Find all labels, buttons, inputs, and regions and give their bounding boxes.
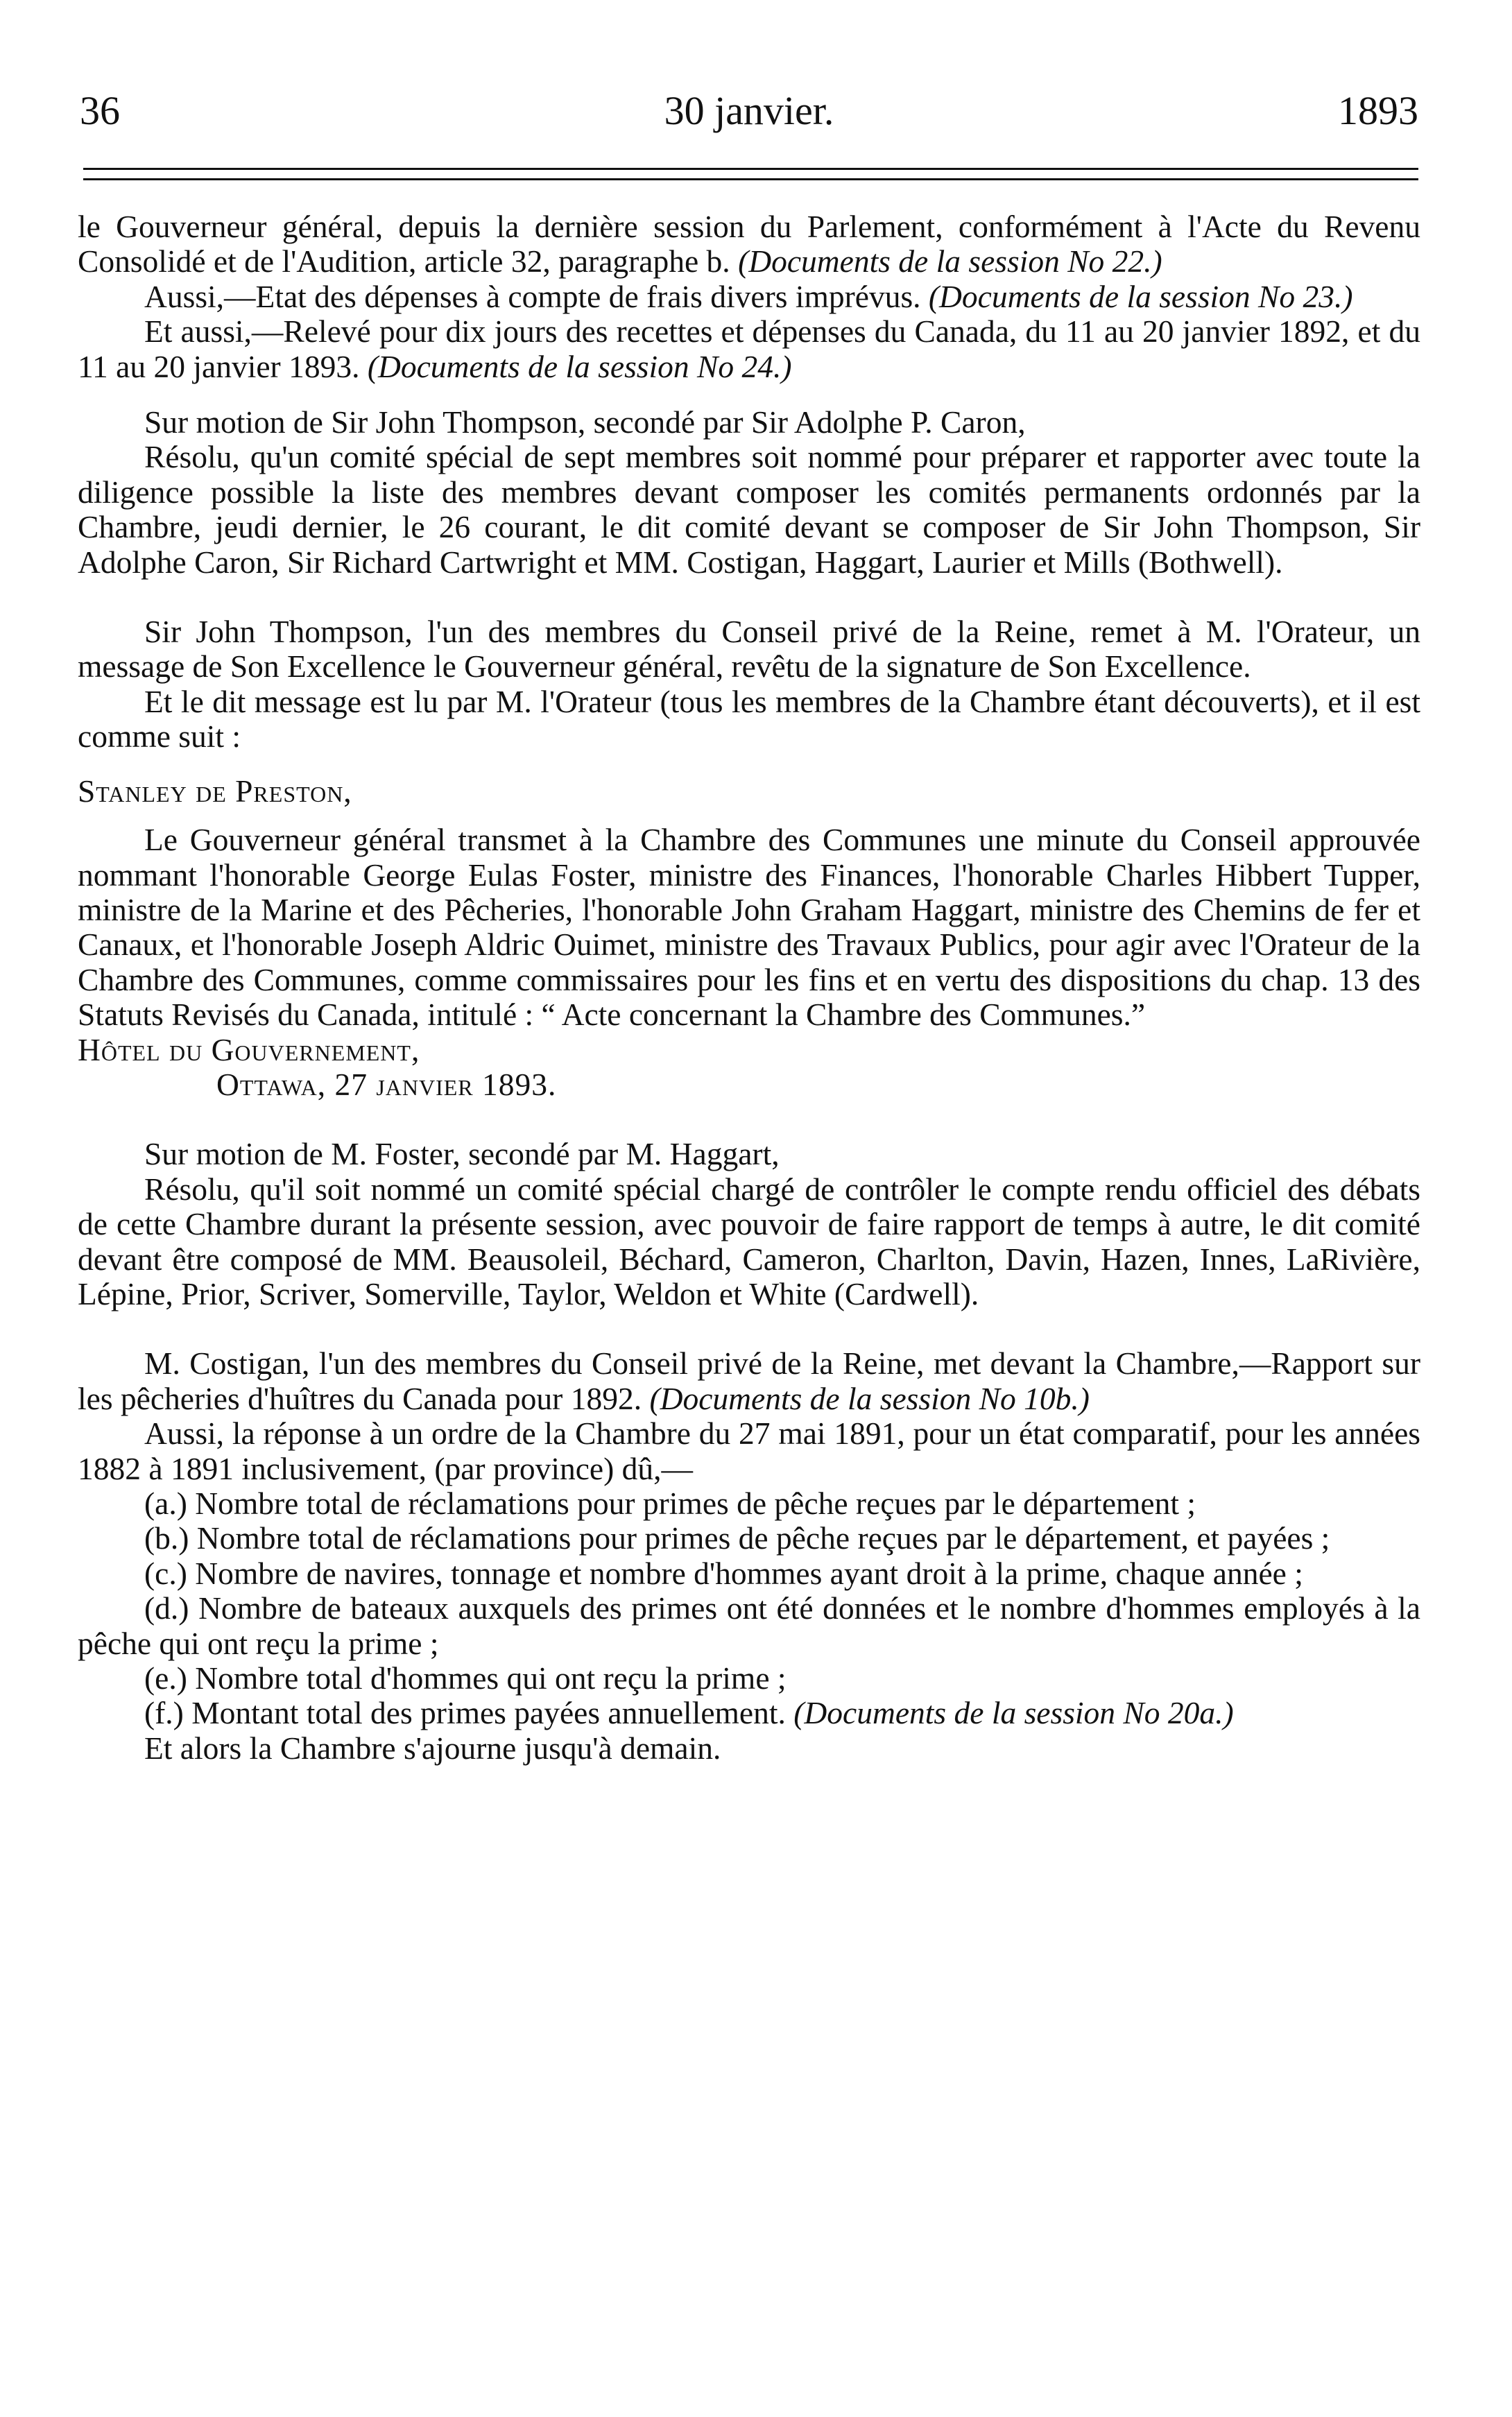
motion-line: Sur motion de Sir John Thompson, secondé par Sir Adolphe P. Caron, xyxy=(144,404,1026,440)
document-reference: (Documents de la session No 10b.) xyxy=(649,1380,1090,1416)
paragraph: Et le dit message est lu par M. l'Orateur (tous les membres de la Chambre étant découverts), et il est comme suit : xyxy=(78,683,1420,755)
resolution-paragraph: Résolu, qu'un comité spécial de sept membres soit nommé pour préparer et rapporter avec toute la diligence possible la liste des membres devant composer les comités permanents ordonnés par la Chambre, jeudi dernier, le 26 courant, le dit comité devant se composer de Sir John Thompson, Sir Adolphe Caron, Sir Richard Cartwright et MM. Costigan, Haggart, Laurier et Mills (Bothwell). xyxy=(78,439,1420,580)
closing-line: Et alors la Chambre s'ajourne jusqu'à demain. xyxy=(144,1730,721,1766)
document-reference: (Documents de la session No 22.) xyxy=(738,243,1162,279)
page-date: 30 janvier. xyxy=(664,88,834,133)
paragraph-text: Et aussi,—Relevé pour dix jours des recettes et dépenses du Canada, du 11 au 20 janvier 1892, et du 11 au 20 janvier 1893. xyxy=(78,313,1420,384)
document-reference: (Documents de la session No 20a.) xyxy=(793,1695,1234,1731)
message-paragraph: Le Gouverneur général transmet à la Chambre des Communes une minute du Conseil approuvée nommant l'honorable George Eulas Foster, ministre des Finances, l'honorable Charles Hibbert Tupper, ministre de la Marine et des Pêcheries, l'honorable John Graham Haggart, ministre des Chemins de fer et Canaux, et l'honorable Joseph Aldric Ouimet, ministre des Travaux Publics, pour agir avec l'Orateur de la Chambre des Communes, comme commissaires pour les fins et en vertu des dispositions du chap. 13 des Statuts Revisés du Canada, intitulé : “ Acte concernant la Chambre des Communes.” xyxy=(78,822,1420,1033)
paragraph-text: le Gouverneur général, depuis la dernière session du Parlement, conformément à l'Acte du Revenu Consolidé et de l'Audition, article 32, paragraphe b. xyxy=(78,209,1420,279)
paragraph xyxy=(78,314,1420,384)
paragraph xyxy=(78,1346,1420,1416)
paragraph xyxy=(78,209,1420,279)
signature-heading: Stanley de Preston, xyxy=(78,773,352,809)
document-reference: (Documents de la session No 23.) xyxy=(928,278,1353,314)
header-double-rule xyxy=(83,168,1418,180)
list-item xyxy=(78,1696,1420,1730)
list-item: (c.) Nombre de navires, tonnage et nombre d'hommes ayant droit à la prime, chaque année ; xyxy=(144,1555,1303,1591)
page-number: 36 xyxy=(80,88,120,133)
list-item: (a.) Nombre total de réclamations pour primes de pêche reçues par le département ; xyxy=(144,1486,1196,1521)
page-header xyxy=(80,83,1418,139)
place-date-line xyxy=(78,1067,1420,1102)
paragraph-text: (f.) Montant total des primes payées annuellement. xyxy=(144,1695,786,1731)
document-reference: (Documents de la session No 24.) xyxy=(367,348,792,384)
motion-line: Sur motion de M. Foster, secondé par M. Haggart, xyxy=(144,1136,780,1172)
paragraph-text: M. Costigan, l'un des membres du Conseil privé de la Reine, met devant la Chambre,—Rapport sur les pêcheries d'huîtres du Canada pour 1892. xyxy=(78,1345,1420,1416)
page-year: 1893 xyxy=(1338,88,1418,133)
place-date-text: Ottawa, 27 janvier 1893. xyxy=(216,1066,557,1102)
resolution-paragraph: Résolu, qu'il soit nommé un comité spécial chargé de contrôler le compte rendu officiel des débats de cette Chambre durant la présente session, avec pouvoir de faire rapport de temps à autre, le dit comité devant être composé de MM. Beausoleil, Béchard, Cameron, Charlton, Davin, Hazen, Innes, LaRivière, Lépine, Prior, Scriver, Somerville, Taylor, Weldon et White (Cardwell). xyxy=(78,1171,1420,1311)
list-item: (d.) Nombre de bateaux auxquels des primes ont été données et le nombre d'hommes employés à la pêche qui ont reçu la prime ; xyxy=(78,1590,1420,1661)
location-heading: Hôtel du Gouvernement, xyxy=(78,1031,420,1067)
paragraph xyxy=(78,279,1420,314)
list-item: (e.) Nombre total d'hommes qui ont reçu la prime ; xyxy=(144,1660,787,1696)
page-body xyxy=(78,209,1420,1766)
paragraph: Aussi, la réponse à un ordre de la Chambre du 27 mai 1891, pour un état comparatif, pour les années 1882 à 1891 inclusivement, (par province) dû,— xyxy=(78,1416,1420,1486)
paragraph: Sir John Thompson, l'un des membres du Conseil privé de la Reine, remet à M. l'Orateur, un message de Son Excellence le Gouverneur général, revêtu de la signature de Son Excellence. xyxy=(78,614,1420,685)
list-item: (b.) Nombre total de réclamations pour primes de pêche reçues par le département, et payées ; xyxy=(144,1520,1330,1556)
paragraph-text: Aussi,—Etat des dépenses à compte de frais divers imprévus. xyxy=(144,278,921,314)
